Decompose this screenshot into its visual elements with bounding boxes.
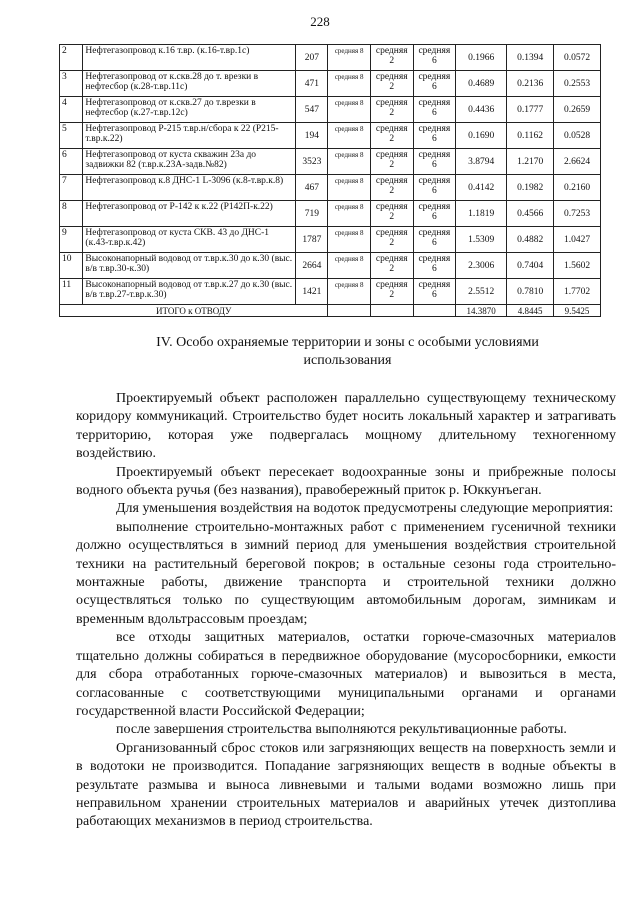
length-value: 194 bbox=[296, 123, 328, 149]
category-cell: средняя 6 bbox=[413, 45, 456, 71]
pipeline-name: Нефтегазопровод от к.скв.27 до т.врезки в нефтесбор (к.27-т.вр.12с) bbox=[83, 97, 296, 123]
category-cell: средняя 6 bbox=[413, 123, 456, 149]
table-row bbox=[60, 201, 601, 227]
area-value: 0.4436 bbox=[456, 97, 507, 123]
length-value: 207 bbox=[296, 45, 328, 71]
area-value: 0.7253 bbox=[554, 201, 601, 227]
row-number: 9 bbox=[60, 227, 83, 253]
row-number: 2 bbox=[60, 45, 83, 71]
row-number: 7 bbox=[60, 175, 83, 201]
area-value: 0.4882 bbox=[507, 227, 554, 253]
length-value: 471 bbox=[296, 71, 328, 97]
category-cell: средняя 2 bbox=[370, 123, 413, 149]
row-number: 8 bbox=[60, 201, 83, 227]
page-number: 228 bbox=[310, 14, 330, 29]
total-value: 14.3870 bbox=[456, 305, 507, 317]
area-value: 0.1690 bbox=[456, 123, 507, 149]
area-value: 3.8794 bbox=[456, 149, 507, 175]
category-cell: средняя 6 bbox=[413, 97, 456, 123]
category-cell: средняя 6 bbox=[413, 175, 456, 201]
row-number: 11 bbox=[60, 279, 83, 305]
row-number: 10 bbox=[60, 253, 83, 279]
area-value: 1.7702 bbox=[554, 279, 601, 305]
category-cell: средняя 2 bbox=[370, 71, 413, 97]
area-value: 0.4566 bbox=[507, 201, 554, 227]
pipeline-name: Нефтегазопровод от куста СКВ. 43 до ДНС-1 (к.43-т.вр.к.42) bbox=[83, 227, 296, 253]
pipeline-name: Нефтегазопровод к.8 ДНС-1 L-3096 (к.8-т.вр.к.8) bbox=[83, 175, 296, 201]
paragraph: все отходы защитных материалов, остатки горюче-смазочных материалов тщательно должны собираться в передвижное оборудование (мусоросборники, емкости для сбора отработанных горюче-смазочных материалов) и вывозиться в места, согласованные с соответствующими муниципальными органами и органами государственной власти Российской Федерации; bbox=[76, 630, 616, 719]
area-value: 2.3006 bbox=[456, 253, 507, 279]
table-row bbox=[60, 71, 601, 97]
category-cell: средняя 8 bbox=[328, 227, 371, 253]
empty-cell bbox=[413, 305, 456, 317]
pipeline-name: Нефтегазопровод от куста скважин 23а до задвижки 82 (т.вр.к.23А-задв.№82) bbox=[83, 149, 296, 175]
category-cell: средняя 2 bbox=[370, 149, 413, 175]
area-value: 1.0427 bbox=[554, 227, 601, 253]
area-value: 0.1162 bbox=[507, 123, 554, 149]
paragraph: выполнение строительно-монтажных работ с применением гусеничной техники должно осуществляться в зимний период для уменьшения воздействия строительной техники на растительный береговой покров; в остальные сезоны года строительно-монтажные работы, движение транспорта и строительной техники должно осуществляться только по существующим автомобильным дорогам, зимникам и временным вдольтрассовым проездам; bbox=[76, 519, 616, 627]
section-title: IV. Особо охраняемые территории и зоны с особыми условиями использования bbox=[156, 335, 539, 368]
paragraph: Организованный сброс стоков или загрязняющих веществ на поверхность земли и в водотоки не производится. Попадание загрязняющих веществ в водные объекты в результате размыва и выноса ливневыми и талыми водами возможно лишь при неправильном хранении строительных материалов и аварийных утечек дизтоплива работающих механизмов в период строительства. bbox=[76, 740, 616, 830]
table-row bbox=[60, 279, 601, 305]
area-value: 1.2170 bbox=[507, 149, 554, 175]
category-cell: средняя 6 bbox=[413, 201, 456, 227]
length-value: 547 bbox=[296, 97, 328, 123]
row-number: 3 bbox=[60, 71, 83, 97]
category-cell: средняя 8 bbox=[328, 97, 371, 123]
category-cell: средняя 8 bbox=[328, 175, 371, 201]
category-cell: средняя 2 bbox=[370, 45, 413, 71]
area-value: 1.1819 bbox=[456, 201, 507, 227]
total-value: 9.5425 bbox=[554, 305, 601, 317]
paragraph: Для уменьшения воздействия на водоток предусмотрены следующие мероприятия: bbox=[116, 501, 614, 517]
empty-cell bbox=[328, 305, 371, 317]
table-row bbox=[60, 175, 601, 201]
paragraph: после завершения строительства выполняются рекультивационные работы. bbox=[116, 722, 567, 738]
pipeline-name: Высоконапорный водовод от т.вр.к.27 до к.30 (выс. в/в т.вр.27-т.вр.к.30) bbox=[83, 279, 296, 305]
row-number: 5 bbox=[60, 123, 83, 149]
area-value: 0.2553 bbox=[554, 71, 601, 97]
category-cell: средняя 6 bbox=[413, 71, 456, 97]
pipeline-name: Нефтегазопровод Р-215 т.вр.н/сбора к 22 (Р215-т.вр.к.22) bbox=[83, 123, 296, 149]
row-number: 4 bbox=[60, 97, 83, 123]
length-value: 3523 bbox=[296, 149, 328, 175]
area-value: 1.5309 bbox=[456, 227, 507, 253]
area-value: 0.2659 bbox=[554, 97, 601, 123]
area-value: 2.6624 bbox=[554, 149, 601, 175]
area-value: 0.7810 bbox=[507, 279, 554, 305]
area-value: 0.1982 bbox=[507, 175, 554, 201]
length-value: 467 bbox=[296, 175, 328, 201]
length-value: 2664 bbox=[296, 253, 328, 279]
category-cell: средняя 8 bbox=[328, 45, 371, 71]
empty-cell bbox=[370, 305, 413, 317]
category-cell: средняя 8 bbox=[328, 149, 371, 175]
category-cell: средняя 8 bbox=[328, 201, 371, 227]
table-row bbox=[60, 97, 601, 123]
category-cell: средняя 8 bbox=[328, 71, 371, 97]
category-cell: средняя 2 bbox=[370, 279, 413, 305]
category-cell: средняя 6 bbox=[413, 253, 456, 279]
category-cell: средняя 8 bbox=[328, 253, 371, 279]
area-value: 0.1966 bbox=[456, 45, 507, 71]
area-value: 1.5602 bbox=[554, 253, 601, 279]
row-number: 6 bbox=[60, 149, 83, 175]
table-row bbox=[60, 253, 601, 279]
category-cell: средняя 6 bbox=[413, 279, 456, 305]
area-value: 0.7404 bbox=[507, 253, 554, 279]
category-cell: средняя 2 bbox=[370, 201, 413, 227]
area-value: 0.0528 bbox=[554, 123, 601, 149]
allotment-table bbox=[59, 44, 601, 317]
paragraph: Проектируемый объект расположен параллельно существующему техническому коридору коммуникаций. Строительство будет носить локальный характер и затрагивать территорию, которая уже подвергалась мощному длительному техногенному воздействию. bbox=[76, 391, 616, 462]
area-value: 0.2160 bbox=[554, 175, 601, 201]
category-cell: средняя 8 bbox=[328, 123, 371, 149]
area-value: 0.0572 bbox=[554, 45, 601, 71]
category-cell: средняя 2 bbox=[370, 227, 413, 253]
table-row bbox=[60, 149, 601, 175]
category-cell: средняя 6 bbox=[413, 227, 456, 253]
paragraph: Проектируемый объект пересекает водоохранные зоны и прибрежные полосы водного объекта ручья (без названия), правобережный приток р. Юккунъеган. bbox=[76, 464, 616, 499]
area-value: 2.5512 bbox=[456, 279, 507, 305]
table-row bbox=[60, 45, 601, 71]
category-cell: средняя 6 bbox=[413, 149, 456, 175]
length-value: 1421 bbox=[296, 279, 328, 305]
area-value: 0.1394 bbox=[507, 45, 554, 71]
table-row bbox=[60, 123, 601, 149]
area-value: 0.1777 bbox=[507, 97, 554, 123]
area-value: 0.2136 bbox=[507, 71, 554, 97]
body-text bbox=[76, 390, 616, 832]
pipeline-name: Нефтегазопровод от к.скв.28 до т. врезки в нефтесбор (к.28-т.вр.11с) bbox=[83, 71, 296, 97]
area-value: 0.4142 bbox=[456, 175, 507, 201]
total-value: 4.8445 bbox=[507, 305, 554, 317]
total-row bbox=[60, 305, 601, 317]
total-label: ИТОГО к ОТВОДУ bbox=[60, 305, 328, 317]
length-value: 1787 bbox=[296, 227, 328, 253]
category-cell: средняя 2 bbox=[370, 97, 413, 123]
category-cell: средняя 8 bbox=[328, 279, 371, 305]
area-value: 0.4689 bbox=[456, 71, 507, 97]
pipeline-name: Нефтегазопровод к.16 т.вр. (к.16-т.вр.1с) bbox=[83, 45, 296, 71]
length-value: 719 bbox=[296, 201, 328, 227]
category-cell: средняя 2 bbox=[370, 253, 413, 279]
table-body bbox=[60, 45, 601, 317]
category-cell: средняя 2 bbox=[370, 175, 413, 201]
pipeline-name: Нефтегазопровод от Р-142 к к.22 (Р142П-к.22) bbox=[83, 201, 296, 227]
pipeline-name: Высоконапорный водовод от т.вр.к.30 до к.30 (выс. в/в т.вр.30-к.30) bbox=[83, 253, 296, 279]
table-row bbox=[60, 227, 601, 253]
